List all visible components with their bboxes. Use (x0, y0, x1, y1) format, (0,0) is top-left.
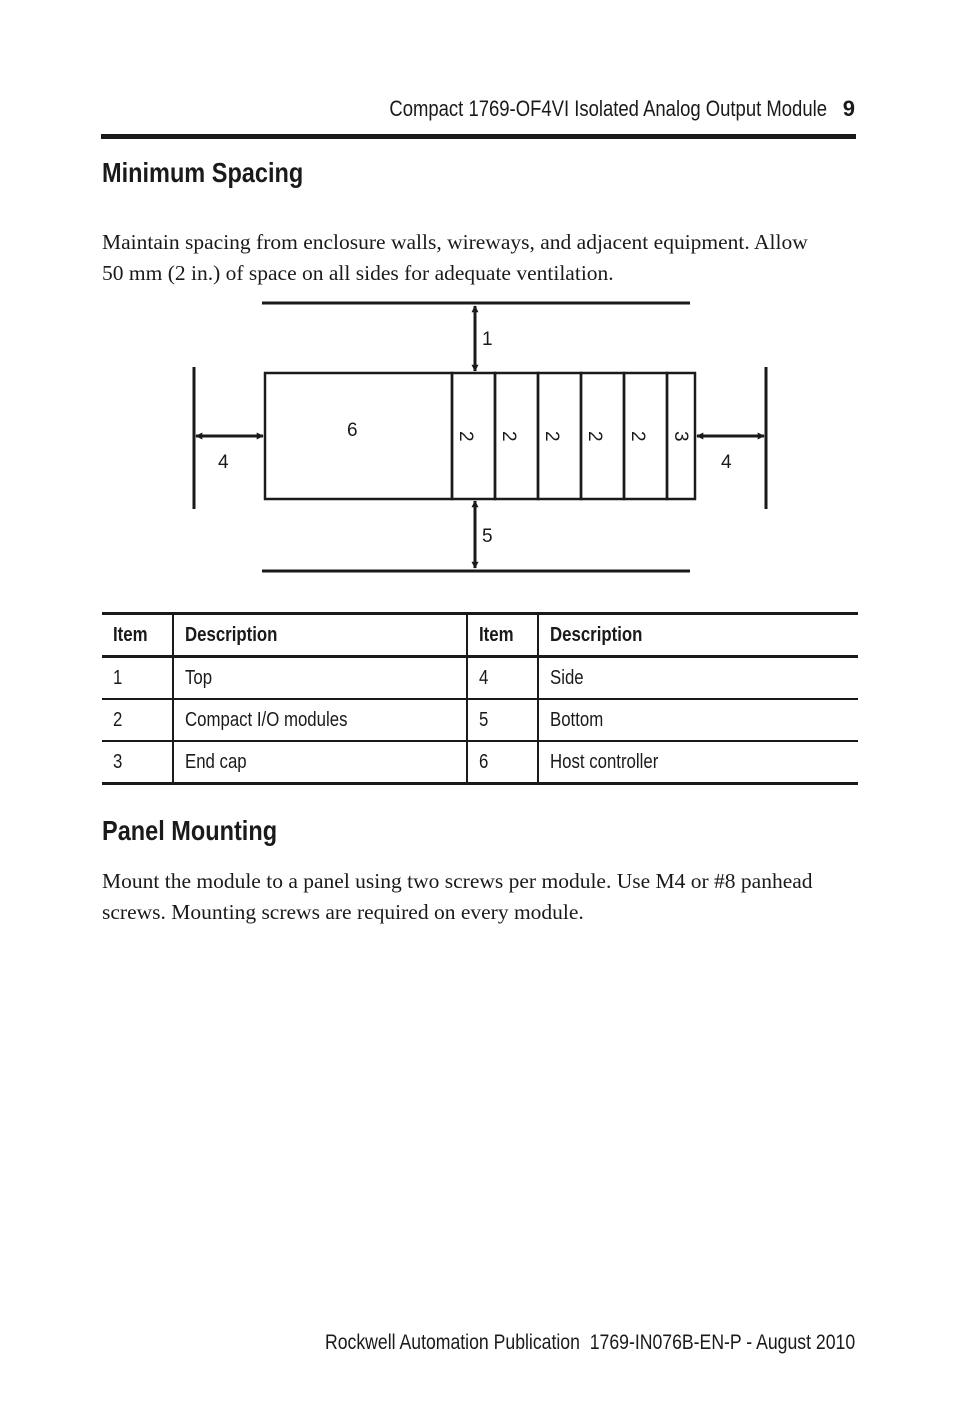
table-cell: Side (538, 657, 858, 700)
label-bottom: 5 (482, 526, 493, 547)
column-header-description: Description (538, 614, 858, 657)
host-controller-box (265, 373, 452, 499)
table-cell: 6 (467, 741, 538, 784)
section-heading-minimum-spacing: Minimum Spacing (102, 157, 304, 188)
column-header-description: Description (173, 614, 467, 657)
table-cell: Top (173, 657, 467, 700)
label-left-side: 4 (218, 452, 229, 473)
table-cell: 4 (467, 657, 538, 700)
table-cell: Compact I/O modules (173, 699, 467, 741)
table-cell: 3 (113, 750, 123, 773)
table-cell: Bottom (538, 699, 858, 741)
table-header-row (102, 614, 858, 657)
header-title: Compact 1769-OF4VI Isolated Analog Output Module (389, 96, 827, 121)
label-host-controller: 6 (347, 420, 358, 441)
spacing-diagram (180, 300, 780, 590)
minimum-spacing-paragraph: Maintain spacing from enclosure walls, wireways, and adjacent equipment. Allow 50 mm (2 in.) of space on all sides for adequate ventilation. (102, 230, 808, 285)
label-module: 2 (627, 431, 648, 442)
label-module: 2 (455, 431, 476, 442)
header-rule (101, 134, 856, 139)
page-number: 9 (842, 96, 855, 121)
table-row (102, 657, 858, 700)
table-cell: End cap (173, 741, 467, 784)
section-heading-panel-mounting: Panel Mounting (102, 815, 278, 846)
table-cell: 2 (113, 708, 123, 731)
column-header-item: Item (113, 623, 148, 646)
column-header-item: Item (467, 614, 538, 657)
table-cell: Host controller (538, 741, 858, 784)
table-row (102, 741, 858, 784)
running-header (306, 94, 855, 124)
panel-mounting-paragraph: Mount the module to a panel using two screws per module. Use M4 or #8 panhead screws. Mounting screws are required on every module. (102, 869, 813, 924)
table-cell: 5 (467, 699, 538, 741)
footer (224, 1328, 855, 1358)
label-module: 2 (584, 431, 605, 442)
table-row (102, 699, 858, 741)
label-end-cap: 3 (670, 431, 691, 442)
table-cell: 1 (113, 666, 123, 689)
footer-publication: Rockwell Automation Publication 1769-IN076B-EN-P - August 2010 (324, 1331, 855, 1354)
label-right-side: 4 (721, 452, 732, 473)
label-top: 1 (482, 329, 493, 350)
legend-table (102, 612, 858, 785)
label-module: 2 (498, 431, 519, 442)
label-module: 2 (541, 431, 562, 442)
